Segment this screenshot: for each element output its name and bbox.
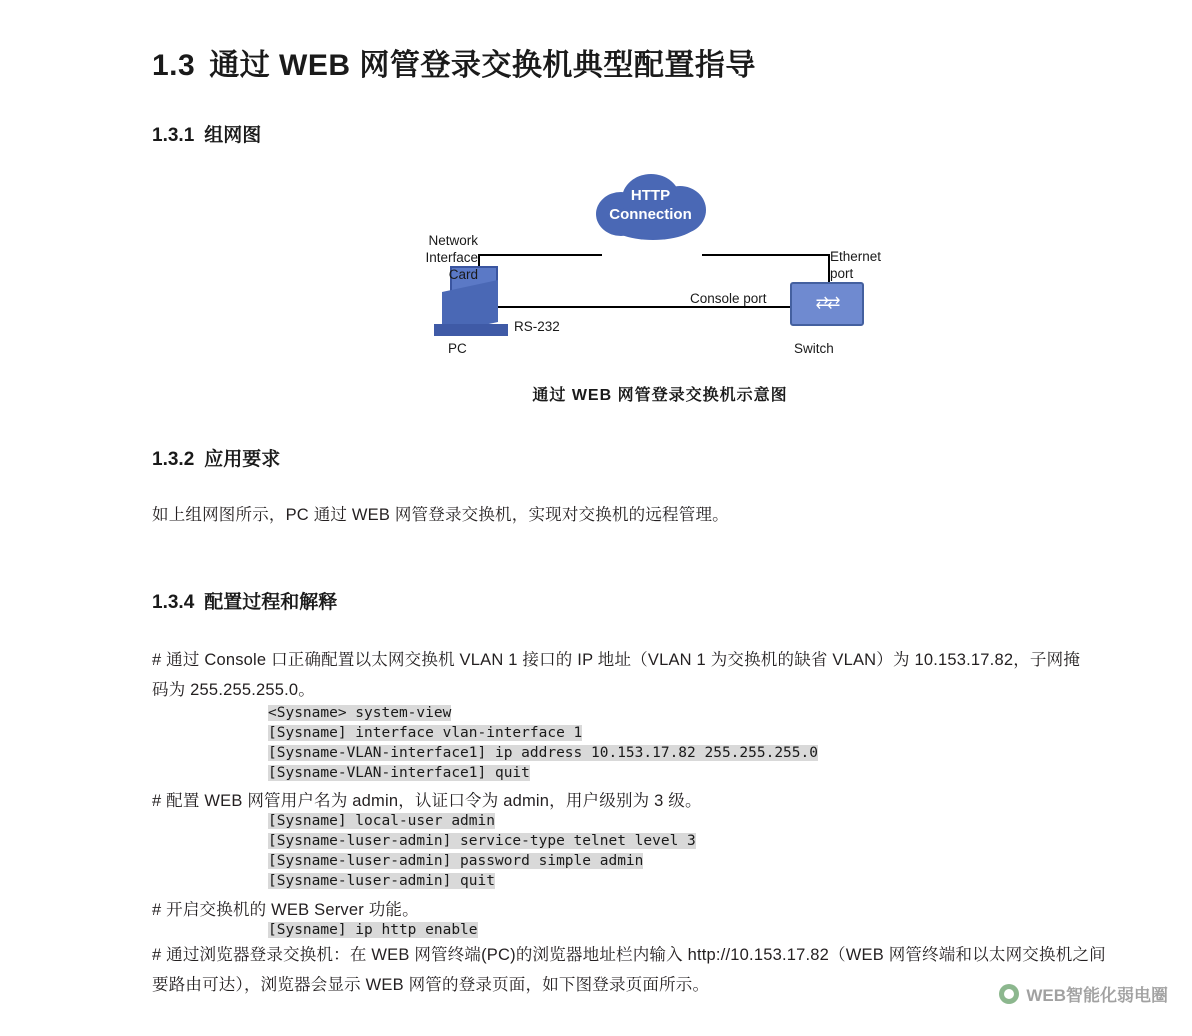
section-number: 1.3 <box>152 49 196 82</box>
wire-cloud-to-switch <box>702 254 830 256</box>
paragraph-config-step2: # 配置 WEB 网管用户名为 admin，认证口令为 admin，用户级别为 3 级。 <box>152 792 702 810</box>
code-block-2 <box>268 811 696 891</box>
heading-application-requirement <box>152 444 280 471</box>
ethernet-port-label: Ethernet port <box>830 249 882 281</box>
code-line: [Sysname-VLAN-interface1] ip address 10.153.17.82 255.255.255.0 <box>268 745 818 761</box>
wire-pc-to-cloud <box>478 254 602 256</box>
circle-logo-icon <box>999 984 1019 1004</box>
sub2-title: 应用要求 <box>204 449 281 470</box>
sub1-title: 组网图 <box>204 125 262 146</box>
network-diagram <box>390 160 930 410</box>
code-line: [Sysname] local-user admin <box>268 813 495 829</box>
code-block-3 <box>268 920 478 940</box>
code-line: [Sysname-VLAN-interface1] quit <box>268 765 530 781</box>
code-line: [Sysname] ip http enable <box>268 922 478 938</box>
watermark <box>999 981 1168 1006</box>
paragraph-config-step3: # 开启交换机的 WEB Server 功能。 <box>152 901 419 919</box>
paragraph-requirement: 如上组网图所示，PC 通过 WEB 网管登录交换机，实现对交换机的远程管理。 <box>152 506 729 524</box>
nic-label: Network Interface Card <box>425 233 478 282</box>
pc-base-icon <box>434 324 508 336</box>
code-block-1 <box>268 703 818 783</box>
code-line: [Sysname] interface vlan-interface 1 <box>268 725 583 741</box>
sub3-number: 1.3.4 <box>152 592 195 613</box>
code-line: <Sysname> system-view <box>268 705 452 721</box>
paragraph-config-step4: # 通过浏览器登录交换机：在 WEB 网管终端(PC)的浏览器地址栏内输入 http://10.153.17.82（WEB 网管终端和以太网交换机之间要路由可达），浏览器会显示 WEB 网管的登录页面，如下图登录页面所示。 <box>152 946 1106 994</box>
sub1-number: 1.3.1 <box>152 125 195 146</box>
http-cloud-icon <box>588 170 713 245</box>
code-line: [Sysname-luser-admin] password simple admin <box>268 853 644 869</box>
rs232-label: RS-232 <box>514 319 560 334</box>
watermark-text: WEB智能化弱电圈 <box>1026 986 1168 1005</box>
switch-icon <box>790 282 864 326</box>
heading-networking-diagram <box>152 120 261 147</box>
sub2-number: 1.3.2 <box>152 449 195 470</box>
heading-configuration <box>152 587 337 614</box>
code-line: [Sysname-luser-admin] service-type telnet level 3 <box>268 833 696 849</box>
diagram-caption: 通过 WEB 网管登录交换机示意图 <box>532 387 788 404</box>
code-line: [Sysname-luser-admin] quit <box>268 873 495 889</box>
console-port-label: Console port <box>690 291 767 306</box>
section-title: 通过 WEB 网管登录交换机典型配置指导 <box>209 49 756 82</box>
http-cloud-label: HTTP Connection <box>609 187 692 223</box>
pc-label: PC <box>448 341 467 356</box>
paragraph-config-step1: # 通过 Console 口正确配置以太网交换机 VLAN 1 接口的 IP 地址（VLAN 1 为交换机的缺省 VLAN）为 10.153.17.82，子网掩码为 255.255.255.0。 <box>152 651 1081 699</box>
switch-arrows-icon: ⇄⇄ <box>815 295 839 312</box>
sub3-title: 配置过程和解释 <box>204 592 338 613</box>
page-title <box>152 40 756 84</box>
switch-label: Switch <box>794 341 834 356</box>
